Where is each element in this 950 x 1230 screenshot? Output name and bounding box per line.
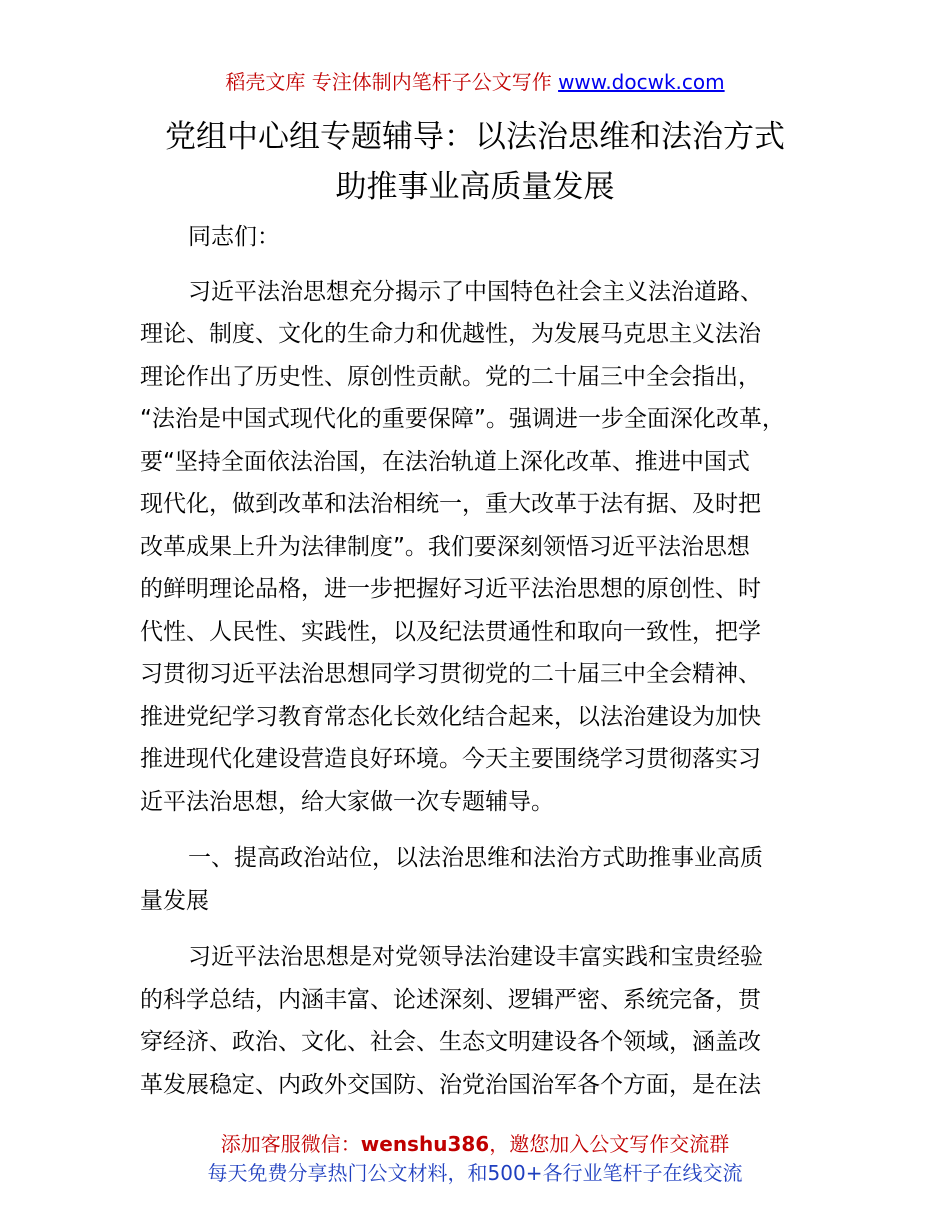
paragraph-line: 推进党纪学习教育常态化长效化结合起来，以法治建设为加快 bbox=[140, 703, 761, 730]
paragraph-line: 习近平法治思想是对党领导法治建设丰富实践和宝贵经验 bbox=[188, 944, 763, 970]
document-body bbox=[140, 216, 830, 1106]
footer-line-1 bbox=[0, 1130, 950, 1159]
paragraph-line: “法治是中国式现代化的重要保障”。强调进一步全面深化改革， bbox=[140, 406, 785, 432]
paragraph-1 bbox=[140, 271, 830, 824]
paragraph-line: 革发展稳定、内政外交国防、治党治国治军各个方面，是在法 bbox=[140, 1071, 761, 1098]
wechat-id: wenshu386 bbox=[360, 1132, 490, 1156]
document-title bbox=[100, 112, 850, 212]
header-link[interactable]: www.docwk.com bbox=[558, 70, 725, 94]
section-heading-1 bbox=[140, 837, 830, 922]
paragraph-line: 代性、人民性、实践性，以及纪法贯通性和取向一致性，把学 bbox=[140, 618, 761, 645]
footer-suffix: ，邀您加入公文写作交流群 bbox=[489, 1132, 730, 1156]
heading-line: 量发展 bbox=[140, 887, 209, 914]
paragraph-line: 理论作出了历史性、原创性贡献。党的二十届三中全会指出， bbox=[140, 363, 761, 390]
footer-line-2: 每天免费分享热门公文材料，和500+各行业笔杆子在线交流 bbox=[207, 1161, 743, 1185]
paragraph-line: 习近平法治思想充分揭示了中国特色社会主义法治道路、 bbox=[188, 278, 763, 305]
paragraph-line: 的科学总结，内涵丰富、论述深刻、逻辑严密、系统完备，贯 bbox=[140, 986, 761, 1013]
paragraph-line: 的鲜明理论品格，进一步把握好习近平法治思想的原创性、时 bbox=[140, 576, 761, 602]
paragraph-line: 习贯彻习近平法治思想同学习贯彻党的二十届三中全会精神、 bbox=[140, 661, 761, 687]
heading-line: 一、提高政治站位，以法治思维和法治方式助推事业高质 bbox=[188, 845, 763, 871]
paragraph-line: 改革成果上升为法律制度”。我们要深刻领悟习近平法治思想 bbox=[140, 533, 750, 560]
page-footer bbox=[0, 1130, 950, 1188]
footer-prefix: 添加客服微信： bbox=[220, 1132, 361, 1156]
title-line-2: 助推事业高质量发展 bbox=[335, 169, 615, 205]
paragraph-line: 近平法治思想，给大家做一次专题辅导。 bbox=[140, 788, 554, 815]
title-line-1: 党组中心组专题辅导：以法治思维和法治方式 bbox=[165, 119, 785, 155]
paragraph-line: 要“坚持全面依法治国，在法治轨道上深化改革、推进中国式 bbox=[140, 448, 750, 475]
greeting: 同志们： bbox=[188, 224, 280, 250]
paragraph-line: 现代化，做到改革和法治相统一，重大改革于法有据、及时把 bbox=[140, 491, 761, 517]
paragraph-line: 穿经济、政治、文化、社会、生态文明建设各个领域，涵盖改 bbox=[140, 1029, 761, 1055]
paragraph-line: 理论、制度、文化的生命力和优越性，为发展马克思主义法治 bbox=[140, 321, 761, 347]
page-header bbox=[0, 68, 950, 96]
header-text: 稻壳文库 专注体制内笔杆子公文写作 bbox=[225, 70, 559, 94]
paragraph-2 bbox=[140, 936, 830, 1106]
paragraph-line: 推进现代化建设营造良好环境。今天主要围绕学习贯彻落实习 bbox=[140, 746, 761, 772]
